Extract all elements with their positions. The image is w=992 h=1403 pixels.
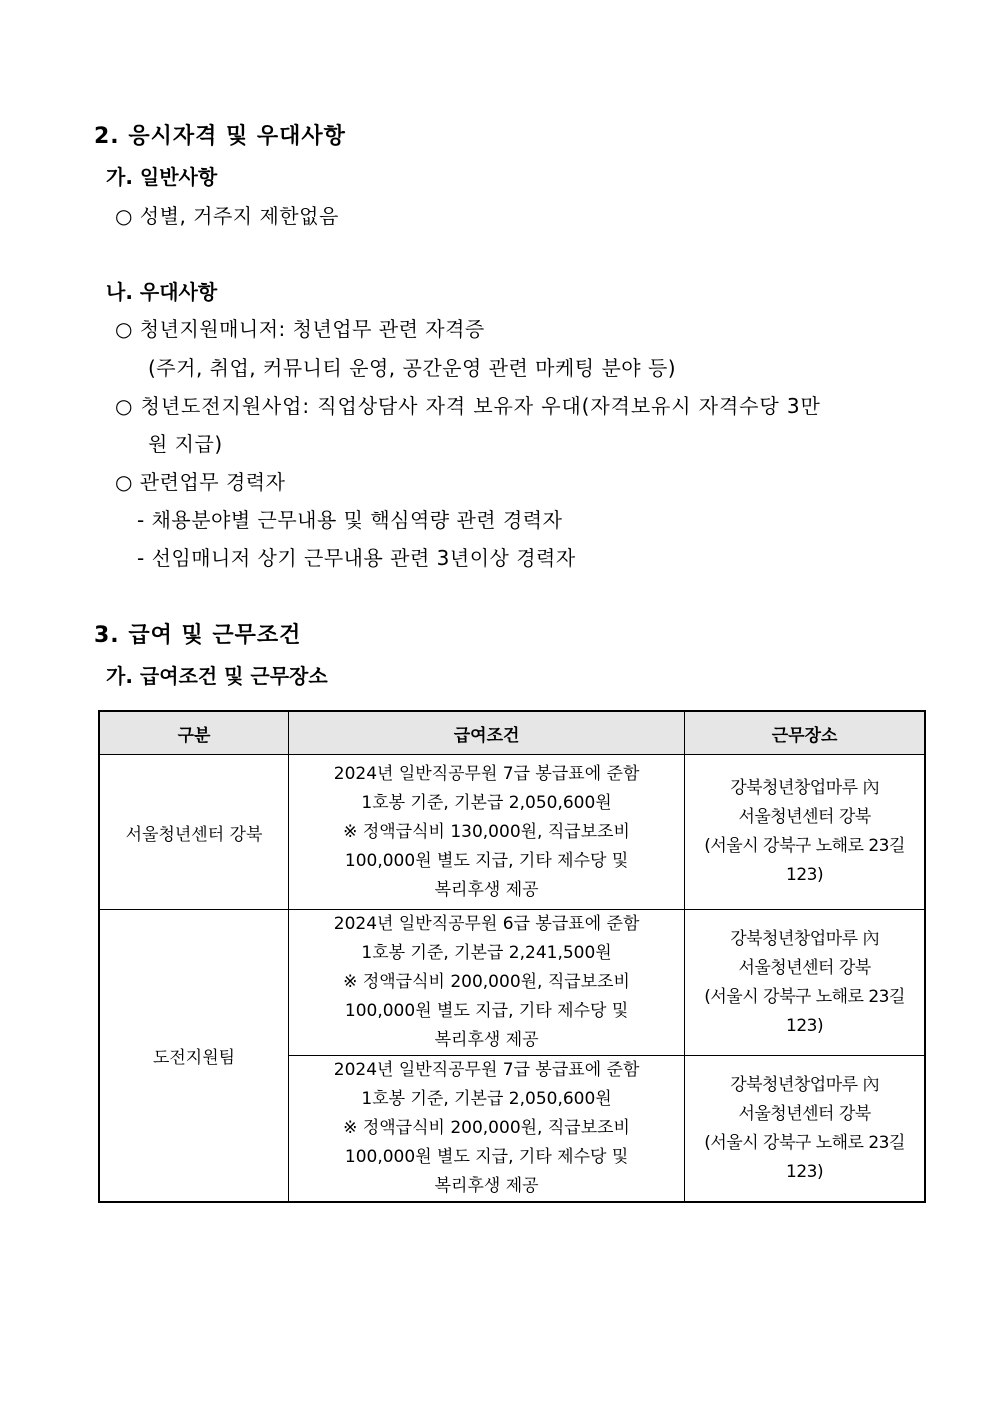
pay-line: ※ 정액급식비 200,000원, 직급보조비	[343, 1118, 630, 1138]
division-cell: 도전지원팀	[99, 910, 289, 1203]
location-line: 서울청년센터 강북	[738, 807, 871, 827]
section2-title: 2. 응시자격 및 우대사항	[94, 124, 346, 149]
location-line: 강북청년창업마루 內	[730, 1074, 879, 1095]
table-header-row	[99, 711, 925, 755]
pay-line: 1호봉 기준, 기본급 2,241,500원	[361, 943, 612, 963]
preference-item-3: ○ 관련업무 경력자	[115, 470, 286, 494]
pay-cell	[289, 910, 685, 1056]
location-cell	[685, 755, 925, 910]
location-line: (서울시 강북구 노해로 23길 123)	[704, 836, 905, 885]
pay-line: 100,000원 별도 지급, 기타 제수당 및	[344, 1147, 629, 1167]
location-line: 서울청년센터 강북	[738, 957, 871, 978]
pay-line: ※ 정액급식비 130,000원, 직급보조비	[343, 821, 630, 842]
location-line: 강북청년창업마루 內	[730, 928, 879, 949]
location-line: 서울청년센터 강북	[738, 1103, 871, 1124]
pay-line: 복리후생 제공	[434, 1030, 539, 1050]
section3-title: 3. 급여 및 근무조건	[94, 623, 302, 648]
pay-cell	[289, 1056, 685, 1203]
table-row	[99, 910, 925, 1056]
pay-line: 1호봉 기준, 기본급 2,050,600원	[361, 792, 612, 813]
preference-item-3-sub-1: - 채용분야별 근무내용 및 핵심역량 관련 경력자	[137, 508, 563, 532]
table-row	[99, 755, 925, 910]
pay-line: 2024년 일반직공무원 6급 봉급표에 준함	[333, 914, 640, 934]
header-location: 근무장소	[685, 711, 925, 755]
location-line: (서울시 강북구 노해로 23길 123)	[704, 986, 905, 1036]
location-cell	[685, 1056, 925, 1203]
pay-conditions-table	[98, 710, 926, 1203]
preference-title: 나. 우대사항	[106, 280, 218, 304]
pay-line: 2024년 일반직공무원 7급 봉급표에 준함	[333, 763, 640, 784]
preference-item-1-sub: (주거, 취업, 커뮤니티 운영, 공간운영 관련 마케팅 분야 등)	[148, 356, 677, 380]
preference-item-2: ○ 청년도전지원사업: 직업상담사 자격 보유자 우대(자격보유시 자격수당 3만	[115, 394, 821, 418]
location-line: 강북청년창업마루 內	[730, 778, 879, 798]
pay-line: 100,000원 별도 지급, 기타 제수당 및	[344, 1001, 629, 1021]
general-item: ○ 성별, 거주지 제한없음	[115, 204, 339, 228]
pay-line: 1호봉 기준, 기본급 2,050,600원	[361, 1089, 612, 1109]
pay-line: ※ 정액급식비 200,000원, 직급보조비	[343, 972, 630, 992]
pay-conditions-title: 가. 급여조건 및 근무장소	[106, 664, 328, 688]
header-pay: 급여조건	[289, 711, 685, 755]
pay-line: 복리후생 제공	[434, 879, 539, 900]
location-line: (서울시 강북구 노해로 23길 123)	[704, 1132, 905, 1182]
location-cell	[685, 910, 925, 1056]
general-title: 가. 일반사항	[106, 165, 218, 189]
header-division: 구분	[99, 711, 289, 755]
division-cell: 서울청년센터 강북	[99, 755, 289, 910]
preference-item-2-cont: 원 지급)	[148, 432, 223, 456]
preference-item-1: ○ 청년지원매니저: 청년업무 관련 자격증	[115, 317, 485, 341]
pay-line: 2024년 일반직공무원 7급 봉급표에 준함	[333, 1060, 640, 1080]
pay-cell	[289, 755, 685, 910]
preference-item-3-sub-2: - 선임매니저 상기 근무내용 관련 3년이상 경력자	[137, 546, 576, 570]
pay-line: 100,000원 별도 지급, 기타 제수당 및	[344, 850, 629, 871]
pay-line: 복리후생 제공	[434, 1176, 539, 1196]
